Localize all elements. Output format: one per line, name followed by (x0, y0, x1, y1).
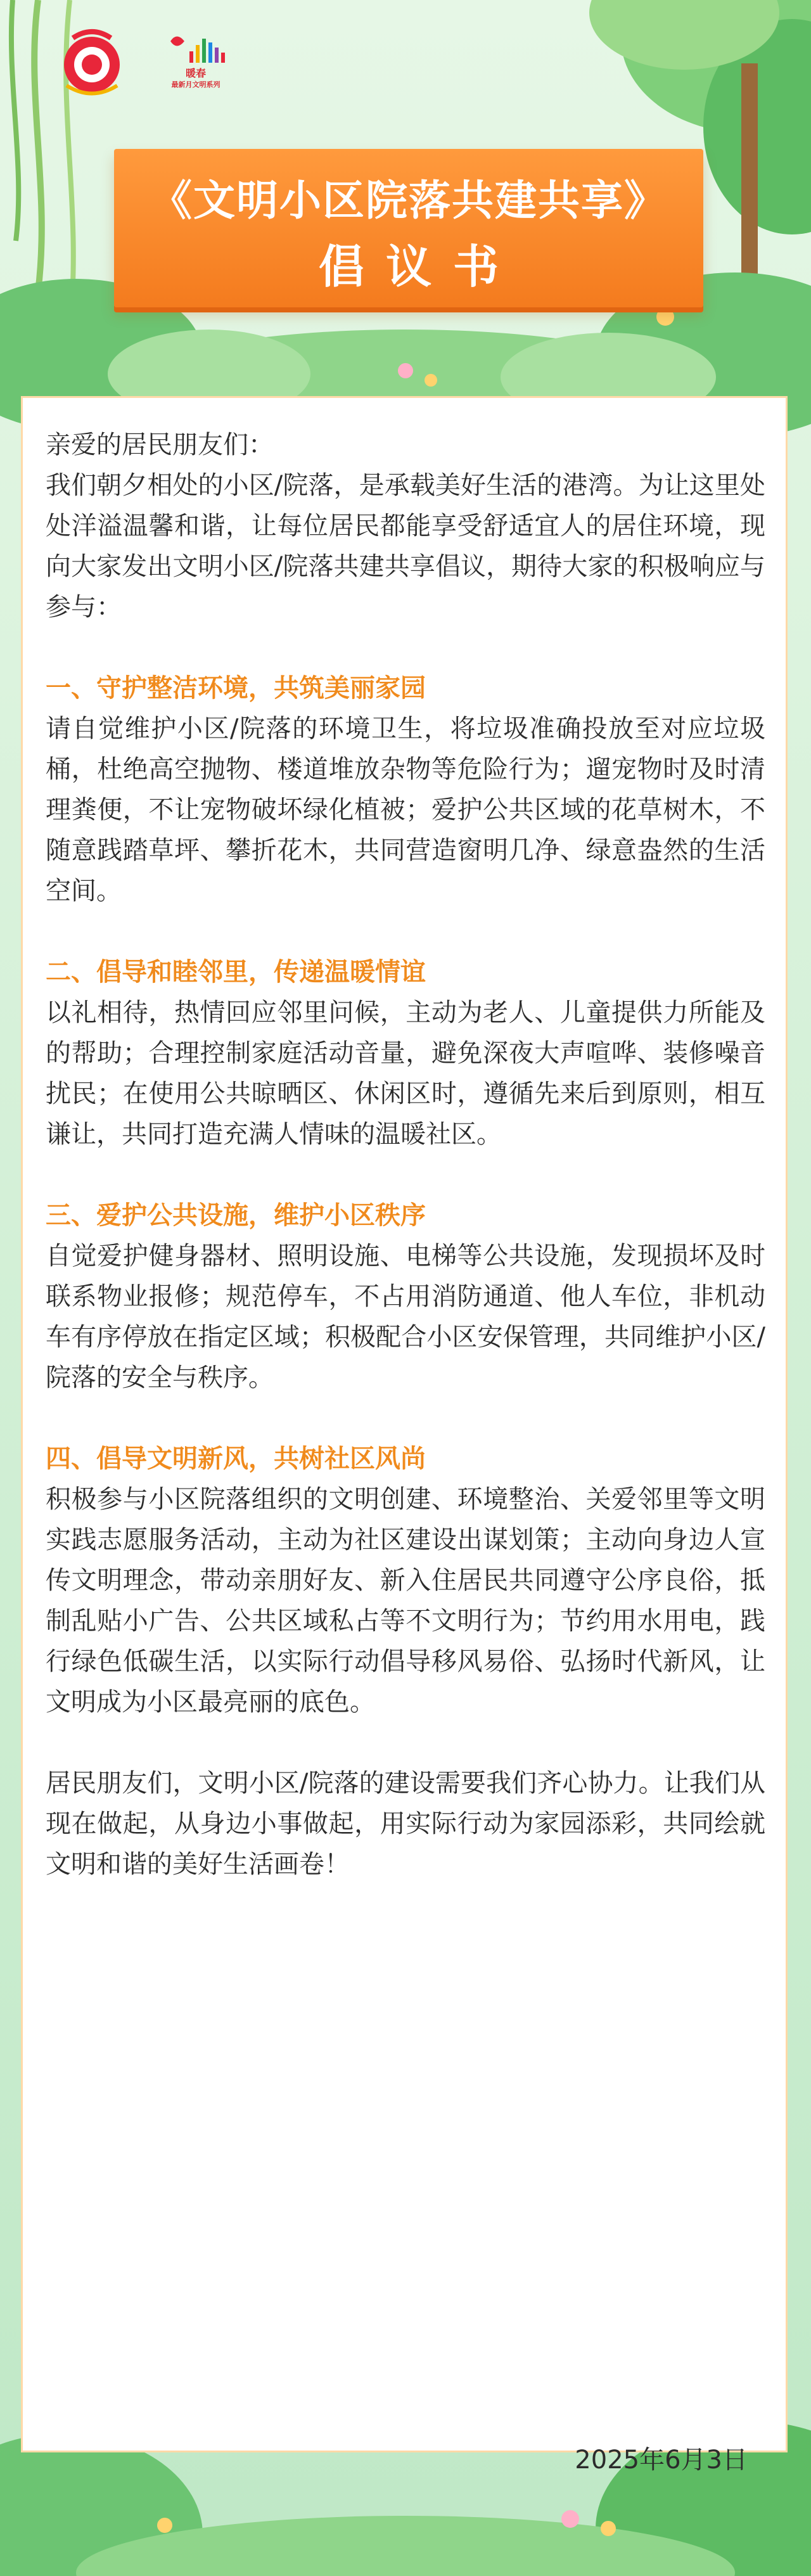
section-body: 以礼相待，热情回应邻里问候，主动为老人、儿童提供力所能及的帮助；合理控制家庭活动音量，避免深夜大声喧哗、装修噪音扰民；在使用公共晾晒区、休闲区时，遵循先来后到原则，相互谦让，共同打造充满人情味的温暖社区。 (46, 998, 765, 1149)
date: 2025年6月3日 (575, 2445, 748, 2475)
greeting: 亲爱的居民朋友们： (46, 430, 274, 459)
campaign-logo-line2: 最新月文明系列 (171, 80, 220, 89)
section-heading: 二、倡导和睦邻里，传递温暖情谊 (46, 958, 426, 987)
title-banner (114, 149, 703, 307)
section-body: 请自觉维护小区/院落的环境卫生，将垃圾准确投放至对应垃圾桶，杜绝高空抛物、楼道堆放杂物等危险行为；遛宠物时及时清理粪便，不让宠物破坏绿化植被；爱护公共区域的花草树木，不随意践踏草坪、攀折花木，共同营造窗明几净、绿意盎然的生活空间。 (46, 714, 765, 906)
logo-group (54, 25, 246, 101)
section-heading: 一、守护整洁环境，共筑美丽家园 (46, 674, 426, 703)
intro-paragraph: 我们朝夕相处的小区/院落，是承载美好生活的港湾。为让这里处处洋溢温馨和谐，让每位居民都能享受舒适宜人的居住环境，现向大家发出文明小区/院落共建共享倡议，期待大家的积极响应与参与： (46, 471, 765, 622)
campaign-logo-line1: 暖春 (185, 67, 206, 79)
section-body: 自觉爱护健身器材、照明设施、电梯等公共设施，发现损坏及时联系物业报修；规范停车，不占用消防通道、他人车位，非机动车有序停放在指定区域；积极配合小区安保管理，共同维护小区/院落的安全与秩序。 (46, 1241, 765, 1392)
section-body: 积极参与小区院落组织的文明创建、环境整治、关爱邻里等文明实践志愿服务活动，主动为社区建设出谋划策；主动向身边人宣传文明理念，带动亲朋好友、新入住居民共同遵守公序良俗，抵制乱贴小广告、公共区域私占等不文明行为；节约用水用电，践行绿色低碳生活，以实际行动倡导移风易俗、弘扬时代新风，让文明成为小区最亮丽的底色。 (46, 1485, 765, 1717)
campaign-logo-icon (145, 29, 246, 67)
page-title: 《文明小区院落共建共享》 (150, 176, 667, 225)
letter-body (46, 425, 765, 1885)
section-heading: 三、爱护公共设施，维护小区秩序 (46, 1201, 426, 1230)
campaign-logo (145, 29, 246, 98)
page-subtitle: 倡议书 (318, 240, 520, 293)
emblem-logo-icon (54, 25, 130, 101)
closing-paragraph: 居民朋友们，文明小区/院落的建设需要我们齐心协力。让我们从现在做起，从身边小事做起，用实际行动为家园添彩，共同绘就文明和谐的美好生活画卷！ (46, 1769, 765, 1879)
section-heading: 四、倡导文明新风，共树社区风尚 (46, 1444, 426, 1473)
